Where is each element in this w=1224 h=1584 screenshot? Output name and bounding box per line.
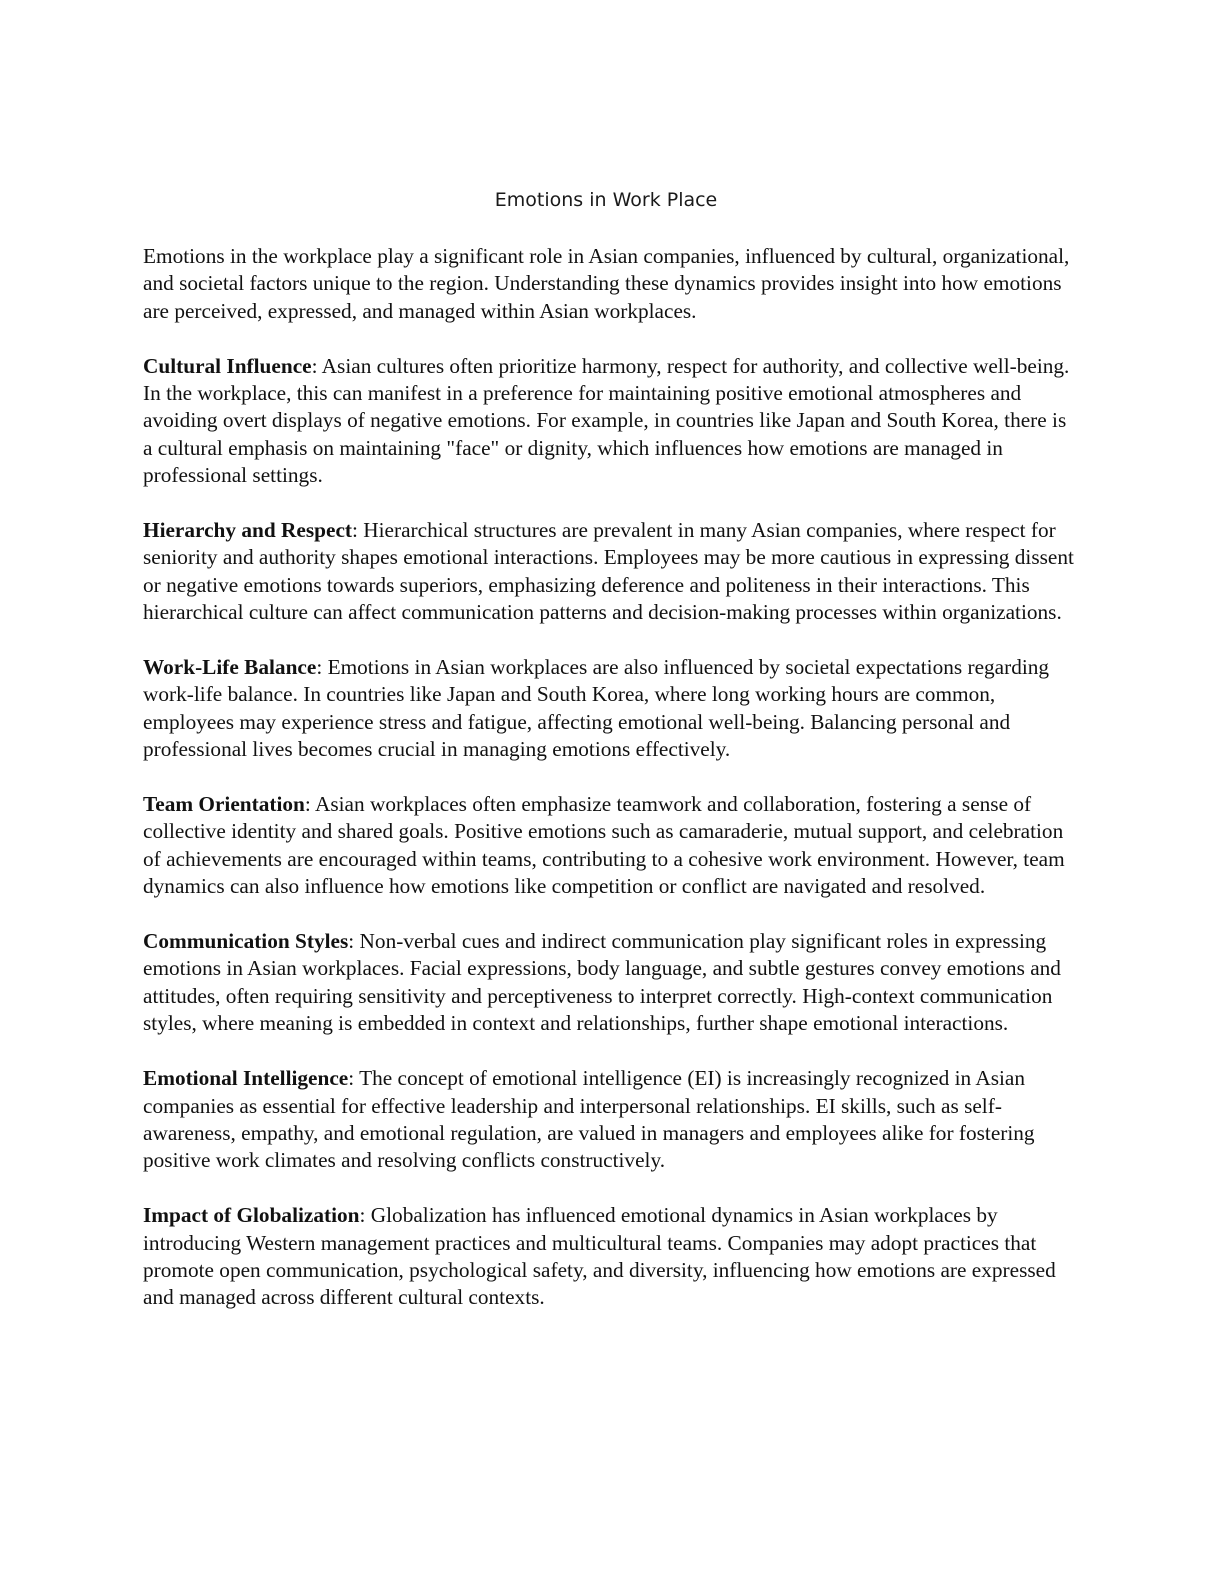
section-team-orientation	[143, 791, 1078, 901]
document-body	[143, 243, 1078, 1339]
section-text: : Asian workplaces often emphasize teamwork and collaboration, fostering a sense of collective identity and shared goals. Positive emotions such as camaraderie, mutual support, and celebration of achievements are encouraged within teams, contributing to a cohesive work environment. However, team dynamics can also influence how emotions like competition or conflict are navigated and resolved.	[143, 792, 1065, 899]
intro-paragraph: Emotions in the workplace play a significant role in Asian companies, influenced by cultural, organizational, and societal factors unique to the region. Understanding these dynamics provides insight into how emotions are perceived, expressed, and managed within Asian workplaces.	[143, 244, 1070, 323]
section-heading: Hierarchy and Respect	[143, 518, 352, 543]
section-text: : The concept of emotional intelligence (EI) is increasingly recognized in Asian companies as essential for effective leadership and interpersonal relationships. EI skills, such as self-awareness, empathy, and emotional regulation, are valued in managers and employees alike for fostering positive work climates and resolving conflicts constructively.	[143, 1066, 1035, 1173]
section-work-life-balance	[143, 654, 1078, 764]
section-communication-styles	[143, 928, 1078, 1038]
section-heading: Emotional Intelligence	[143, 1066, 349, 1091]
section-cultural-influence	[143, 353, 1078, 490]
section-heading: Team Orientation	[143, 792, 305, 817]
document-title: Emotions in Work Place	[494, 189, 718, 211]
section-heading: Impact of Globalization	[143, 1203, 360, 1228]
section-emotional-intelligence	[143, 1065, 1078, 1175]
section-text: : Asian cultures often prioritize harmony, respect for authority, and collective well-being. In the workplace, this can manifest in a preference for maintaining positive emotional atmospheres and avoiding overt displays of negative emotions. For example, in countries like Japan and South Korea, there is a cultural emphasis on maintaining "face" or dignity, which influences how emotions are managed in professional settings.	[143, 353, 1070, 488]
section-text: : Globalization has influenced emotional dynamics in Asian workplaces by introducing Western management practices and multicultural teams. Companies may adopt practices that promote open communication, psychological safety, and diversity, influencing how emotions are expressed and managed across different cultural contexts.	[143, 1203, 1056, 1310]
section-heading: Communication Styles	[143, 929, 349, 954]
section-text: : Non-verbal cues and indirect communication play significant roles in expressing emotions in Asian workplaces. Facial expressions, body language, and subtle gestures convey emotions and attitudes, often requiring sensitivity and perceptiveness to interpret correctly. High-context communication styles, where meaning is embedded in context and relationships, further shape emotional interactions.	[143, 929, 1061, 1036]
section-impact-of-globalization	[143, 1202, 1078, 1312]
section-heading: Cultural Influence	[143, 353, 312, 378]
section-heading: Work-Life Balance	[143, 655, 317, 680]
section-text: : Emotions in Asian workplaces are also influenced by societal expectations regarding work-life balance. In countries like Japan and South Korea, where long working hours are common, employees may experience stress and fatigue, affecting emotional well-being. Balancing personal and professional lives becomes crucial in managing emotions effectively.	[143, 655, 1050, 762]
section-hierarchy-and-respect	[143, 517, 1078, 627]
section-text: : Hierarchical structures are prevalent in many Asian companies, where respect for seniority and authority shapes emotional interactions. Employees may be more cautious in expressing dissent or negative emotions towards superiors, emphasizing deference and politeness in their interactions. This hierarchical culture can affect communication patterns and decision-making processes within organizations.	[143, 518, 1074, 625]
